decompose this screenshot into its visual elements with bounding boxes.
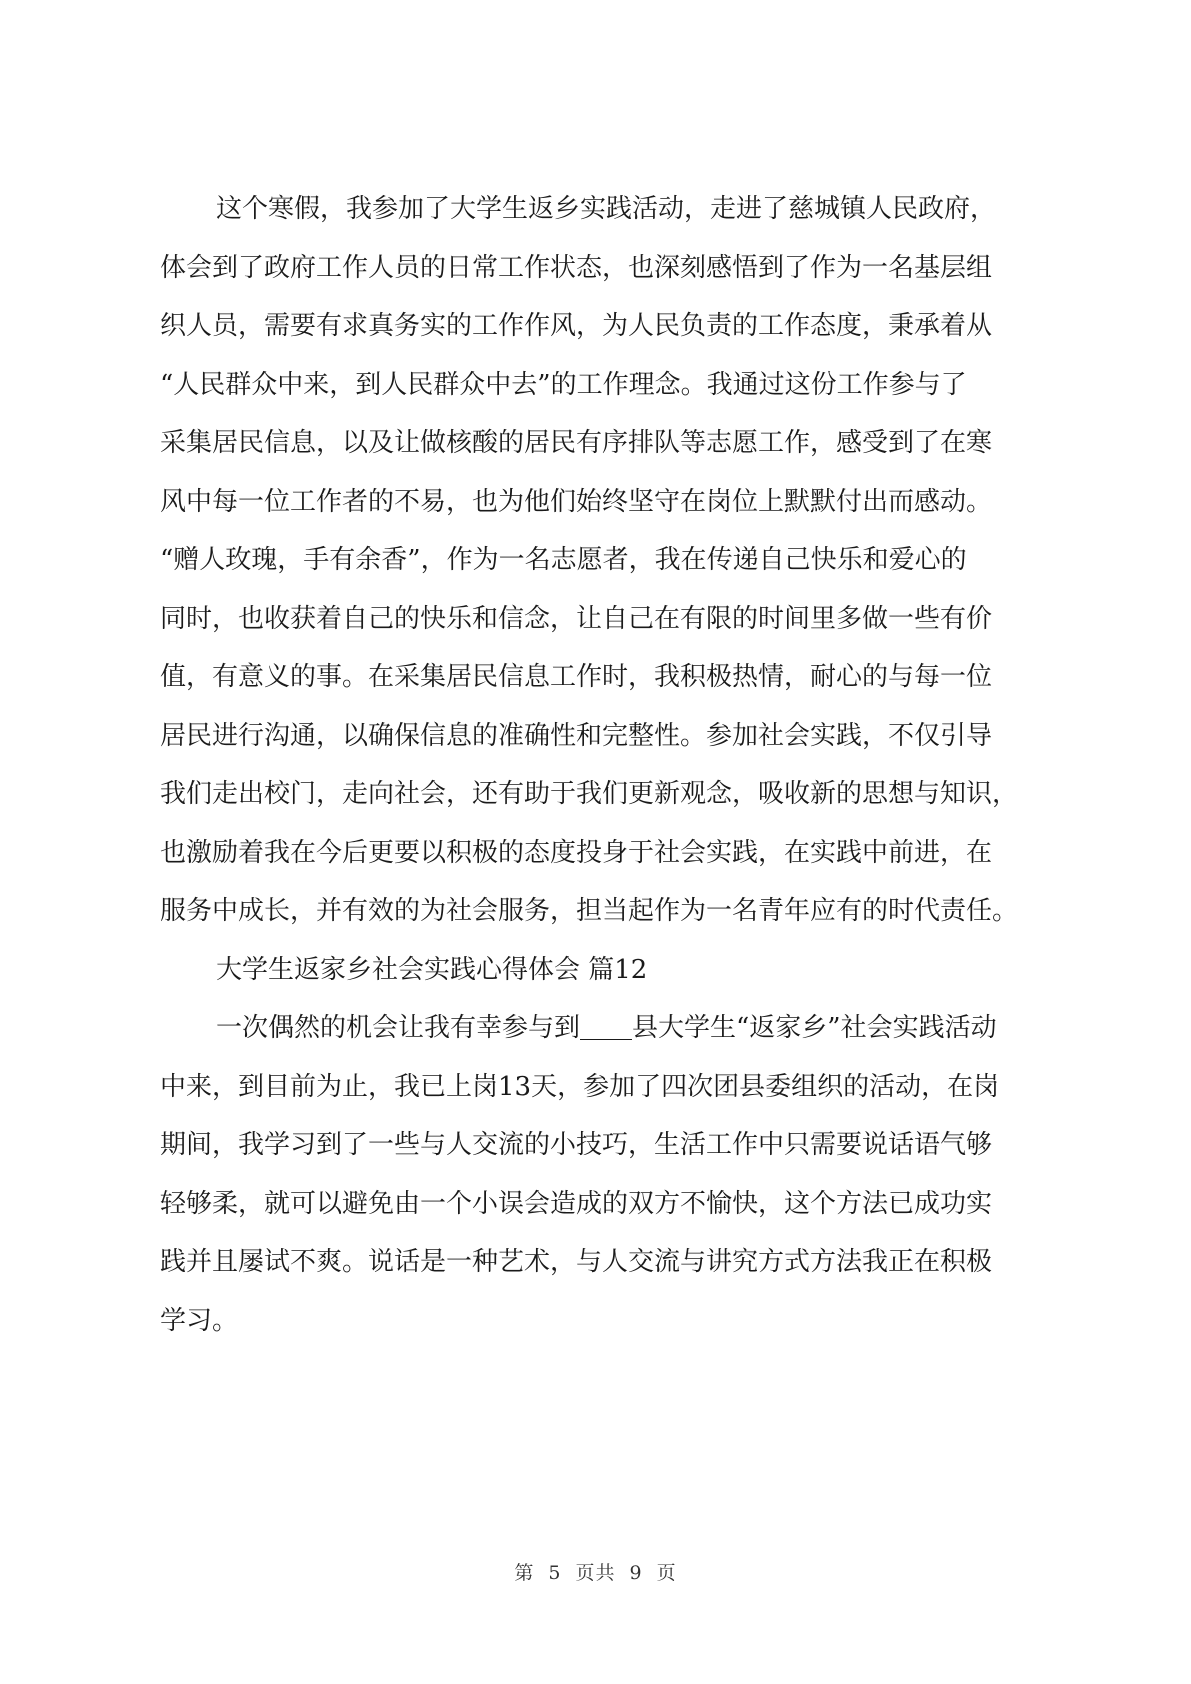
paragraph-line: 学习。: [160, 1305, 239, 1336]
paragraph-line: 这个寒假，我参加了大学生返乡实践活动，走进了慈城镇人民政府，: [216, 194, 997, 224]
paragraph-line: “人民群众中来，到人民群众中去”的工作理念。我通过这份工作参与了: [160, 369, 967, 400]
footer-middle: 页共: [575, 1562, 616, 1584]
footer-prefix: 第: [514, 1562, 535, 1584]
paragraph-line: 居民进行沟通，以确保信息的准确性和完整性。参加社会实践，不仅引导: [160, 720, 993, 751]
paragraph-line: 织人员，需要有求真务实的工作作风，为人民负责的工作态度，秉承着从: [160, 311, 993, 341]
paragraph-line: 体会到了政府工作人员的日常工作状态，也深刻感悟到了作为一名基层组: [160, 252, 993, 283]
paragraph-line: 我们走出校门，走向社会，还有助于我们更新观念，吸收新的思想与知识，: [160, 779, 1019, 809]
page-footer: [0, 1558, 1191, 1585]
paragraph-line: 也激励着我在今后更要以积极的态度投身于社会实践，在实践中前进，在: [160, 837, 993, 868]
paragraph-line: 服务中成长，并有效的为社会服务，担当起作为一名青年应有的时代责任。: [160, 896, 1019, 926]
paragraph-line: 践并且屡试不爽。说话是一种艺术，与人交流与讲究方式方法我正在积极: [160, 1247, 993, 1277]
body-text: [160, 180, 1060, 1350]
paragraph-line: 期间，我学习到了一些与人交流的小技巧，生活工作中只需要说话语气够: [160, 1130, 993, 1160]
footer-page-number: 5: [548, 1562, 562, 1584]
line-text-before-blank: 一次偶然的机会让我有幸参与到: [216, 1013, 581, 1043]
line-text-after-blank: 县大学生“返家乡”社会实践活动: [632, 1013, 997, 1043]
paragraph-line: [160, 999, 1060, 1058]
paragraph-line: “赠人玫瑰，手有余香”，作为一名志愿者，我在传递自己快乐和爱心的: [160, 545, 967, 575]
paragraph-line: 值，有意义的事。在采集居民信息工作时，我积极热情，耐心的与每一位: [160, 662, 993, 692]
paragraph-line: 风中每一位工作者的不易，也为他们始终坚守在岗位上默默付出而感动。: [160, 486, 993, 517]
paragraph-line: 采集居民信息，以及让做核酸的居民有序排队等志愿工作，感受到了在寒: [160, 428, 993, 458]
paragraph-line: 中来，到目前为止，我已上岗13天，参加了四次团县委组织的活动，在岗: [160, 1071, 1000, 1102]
paragraph-line: 同时，也收获着自己的快乐和信念，让自己在有限的时间里多做一些有价: [160, 603, 993, 634]
section-heading: 大学生返家乡社会实践心得体会 篇12: [216, 954, 648, 985]
footer-suffix: 页: [656, 1562, 677, 1584]
paragraph-line: 轻够柔，就可以避免由一个小误会造成的双方不愉快，这个方法已成功实: [160, 1188, 993, 1219]
footer-total-pages: 9: [629, 1562, 643, 1584]
fill-in-blank: [580, 1017, 632, 1040]
